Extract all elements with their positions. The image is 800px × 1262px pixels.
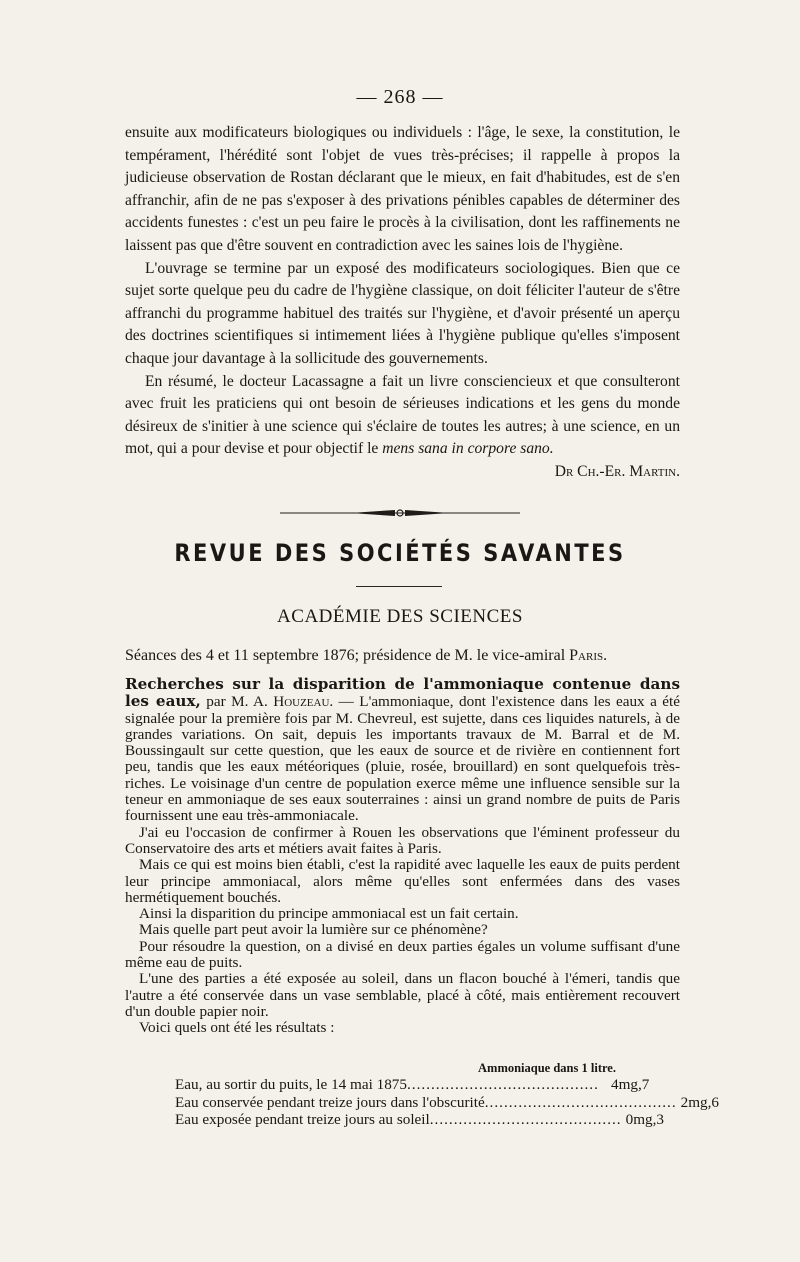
paragraph: Ainsi la disparition du principe ammoniacal est un fait certain.: [139, 905, 519, 923]
academy-heading: ACADÉMIE DES SCIENCES: [277, 606, 523, 627]
paragraph-text: En résumé, le docteur Lacassagne a fait un livre consciencieux et que consulteront avec fruit les praticiens qui ont besoin de sérieuses indications et les gens du monde désireux de s'initier à une science qui s'éclaire de toutes les autres; à une science, en un mot, qui a pour devise et pour objectif le: [125, 372, 680, 458]
author-prefix: par M. A.: [200, 693, 274, 711]
seances-text: Séances des 4 et 11 septembre 1876; présidence de M. le vice-amiral: [125, 647, 566, 664]
seances-line: [125, 645, 680, 667]
table-header: Ammoniaque dans 1 litre.: [478, 1061, 616, 1075]
president-name: Paris.: [569, 647, 608, 664]
paragraph: Voici quels ont été les résultats :: [139, 1019, 335, 1037]
review-text: [125, 122, 680, 484]
paragraph: J'ai eu l'occasion de confirmer à Rouen les observations que l'éminent professeur du Conservatoire des arts et métiers avait faites à Paris.: [125, 823, 680, 857]
paragraph: Mais quelle part peut avoir la lumière sur ce phénomène?: [139, 921, 488, 939]
article-title: Recherches sur la disparition de l'ammoniaque contenue dans les eaux,: [125, 675, 680, 711]
article-author: Houzeau.: [273, 693, 334, 711]
short-rule: [356, 586, 442, 587]
signature: Dr Ch.-Er. Martin.: [554, 462, 680, 480]
lead-text: — L'ammoniaque, dont l'existence dans les eaux a été signalée pour la première fois par M. Chevreul, est sujette, dans ces liquides naturels, à de grandes variations. On sait, depuis les importants travaux de M. Barral et de M. Boussingault sur cette question, que les eaux de source et de rivière en contiennent fort peu, tandis que les eaux météoriques (pluie, rosée, brouillard) en sont quelquefois très-riches. Le voisinage d'un centre de population exerce même une influence sensible sur la teneur en ammoniaque de ses eaux souterraines : ainsi un grand nombre de puits de Paris fournissent une eau très-ammoniacale.: [125, 693, 680, 825]
leader-dots: ........................................: [429, 1111, 622, 1128]
paragraph: L'ouvrage se termine par un exposé des modificateurs sociologiques. Bien que ce sujet sorte quelque peu du cadre de l'hygiène classique, on doit féliciter l'auteur de s'être affranchi du programme habituel des traités sur l'hygiène, et d'avoir présenté un aperçu des doctrines scientifiques si intimement liées à l'hygiène publique qu'elles s'imposent chaque jour davantage à la sollicitude des gouvernements.: [125, 259, 680, 367]
leader-dots: ........................................: [407, 1076, 599, 1093]
table-row: [175, 1076, 675, 1094]
paragraph: [125, 371, 680, 480]
paragraph: Mais ce qui est moins bien établi, c'est la rapidité avec laquelle les eaux de puits perdent leur principe ammoniacal, alors même qu'elles sont enfermées dans des vases hermétiquement bouchés.: [125, 856, 680, 906]
row-label: Eau exposée pendant treize jours au soleil: [175, 1111, 430, 1128]
section-heading: REVUE DES SOCIÉTÉS SAVANTES: [174, 539, 626, 567]
ornamental-divider: [0, 506, 800, 524]
row-label: Eau conservée pendant treize jours dans l'obscurité: [175, 1093, 485, 1111]
page-number: — 268 —: [356, 86, 444, 108]
paragraph: Pour résoudre la question, on a divisé en deux parties égales un volume suffisant d'une même eau de puits.: [125, 937, 680, 972]
motto: mens sana in corpore sano.: [382, 440, 554, 458]
row-label: Eau, au sortir du puits, le 14 mai 1875: [175, 1076, 407, 1093]
table-row: [175, 1093, 720, 1112]
table-row: [175, 1111, 675, 1129]
row-value: 2mg,6: [680, 1093, 720, 1111]
paragraph: ensuite aux modificateurs biologiques ou individuels : l'âge, le sexe, la constitution, le tempérament, l'hérédité sont l'objet de vues très-précises; il rappelle à propos la judicieuse observation de Rostan déclarant que le mieux, en fait d'habitudes, est de s'en affranchir, afin de ne pas s'exposer à des privations pénibles capables de déterminer des accidents funestes : c'est un peu faire le procès à la civilisation, dont les raffinements ne laissent pas que d'être souvent en contradiction avec les saines lois de l'hygiène.: [125, 124, 680, 254]
paragraph: L'une des parties a été exposée au soleil, dans un flacon bouché à l'émeri, tandis que l'autre a été conservée dans un vase semblable, placé à côté, mais entièrement recouvert d'un double papier noir.: [125, 970, 680, 1020]
results-table: [175, 1076, 720, 1129]
row-value: 0mg,3: [625, 1111, 664, 1128]
row-value: 4mg,7: [611, 1076, 650, 1093]
article-lead: [125, 676, 680, 825]
leader-dots: ........................................: [484, 1093, 677, 1111]
article-text: [125, 676, 680, 1037]
